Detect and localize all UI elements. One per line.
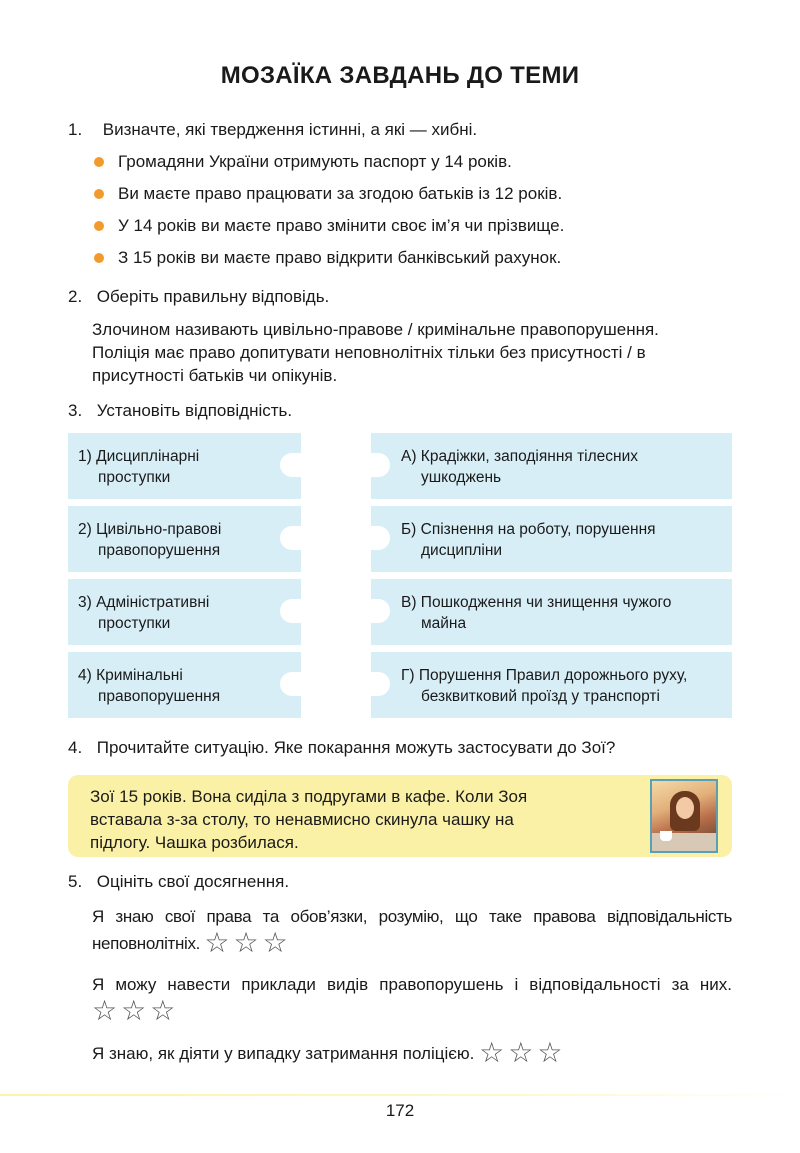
match-left-1: 1) Дисциплінарні проступки bbox=[68, 433, 301, 499]
task-1-question bbox=[68, 119, 477, 141]
task-number: 5. bbox=[68, 872, 83, 891]
task-4-question bbox=[68, 737, 615, 759]
match-right-a: А) Крадіжки, заподіяння тілесних ушкоджень bbox=[371, 433, 732, 499]
list-item: У 14 років ви маєте право змінити своє ім’я чи прізвище. bbox=[92, 214, 752, 246]
task-text: Визначте, які твердження істинні, а які — хибні. bbox=[102, 120, 478, 139]
bullet-icon bbox=[94, 253, 104, 263]
cafe-photo bbox=[650, 779, 718, 853]
statement-list bbox=[92, 150, 752, 278]
task-number: 1. bbox=[68, 120, 83, 139]
task-number: 3. bbox=[68, 401, 83, 420]
footer-divider bbox=[0, 1094, 800, 1096]
task-3-question bbox=[68, 400, 292, 422]
list-item: Ви маєте право працювати за згодою батьків із 12 років. bbox=[92, 182, 752, 214]
match-right-c: В) Пошкодження чи знищення чужого майна bbox=[371, 579, 732, 645]
self-assessment-item: Я можу навести приклади видів правопорушень і відповідальності за них. ☆☆☆ bbox=[92, 975, 732, 1027]
rating-stars-icon[interactable]: ☆☆☆ bbox=[479, 1036, 567, 1069]
task-2-body: Злочином називають цивільно-правове / кримінальне правопорушення. Поліція має право допитувати неповнолітніх тільки без присутності / в присутності батьків чи опікунів. bbox=[92, 320, 659, 385]
task-5-question bbox=[68, 871, 289, 893]
rating-stars-icon[interactable]: ☆☆☆ bbox=[92, 994, 180, 1027]
task-2-question bbox=[68, 286, 329, 308]
page-number: 172 bbox=[385, 1101, 415, 1120]
self-assessment-item: Я знаю свої права та обов’язки, розумію, що таке правова відповідальність неповнолітніх. ☆☆☆ bbox=[92, 907, 732, 959]
match-left-4: 4) Кримінальні правопорушення bbox=[68, 652, 301, 718]
bullet-icon bbox=[94, 157, 104, 167]
page-title: МОЗАЇКА ЗАВДАНЬ ДО ТЕМИ bbox=[220, 62, 580, 89]
task-text: Установіть відповідність. bbox=[96, 401, 293, 420]
task-text: Оберіть правильну відповідь. bbox=[96, 287, 330, 306]
match-left-3: 3) Адміністративні проступки bbox=[68, 579, 301, 645]
list-item: З 15 років ви маєте право відкрити банківський рахунок. bbox=[92, 246, 752, 278]
self-assessment-item: Я знаю, як діяти у випадку затримання поліцією. ☆☆☆ bbox=[92, 1036, 567, 1069]
task-text: Прочитайте ситуацію. Яке покарання можуть застосувати до Зої? bbox=[96, 738, 616, 757]
task-text: Оцініть свої досягнення. bbox=[96, 872, 290, 891]
rating-stars-icon[interactable]: ☆☆☆ bbox=[204, 926, 292, 959]
situation-box: Зої 15 років. Вона сиділа з подругами в кафе. Коли Зоя вставала з-за столу, то ненавмисно скинула чашку на підлогу. Чашка розбилася. bbox=[68, 775, 732, 857]
match-left-2: 2) Цивільно-правові правопорушення bbox=[68, 506, 301, 572]
bullet-icon bbox=[94, 189, 104, 199]
task-number: 2. bbox=[68, 287, 83, 306]
list-item: Громадяни України отримують паспорт у 14 років. bbox=[92, 150, 752, 182]
bullet-icon bbox=[94, 221, 104, 231]
match-right-d: Г) Порушення Правил дорожнього руху, безквитковий проїзд у транспорті bbox=[371, 652, 732, 718]
task-number: 4. bbox=[68, 738, 83, 757]
match-right-b: Б) Спізнення на роботу, порушення дисципліни bbox=[371, 506, 732, 572]
